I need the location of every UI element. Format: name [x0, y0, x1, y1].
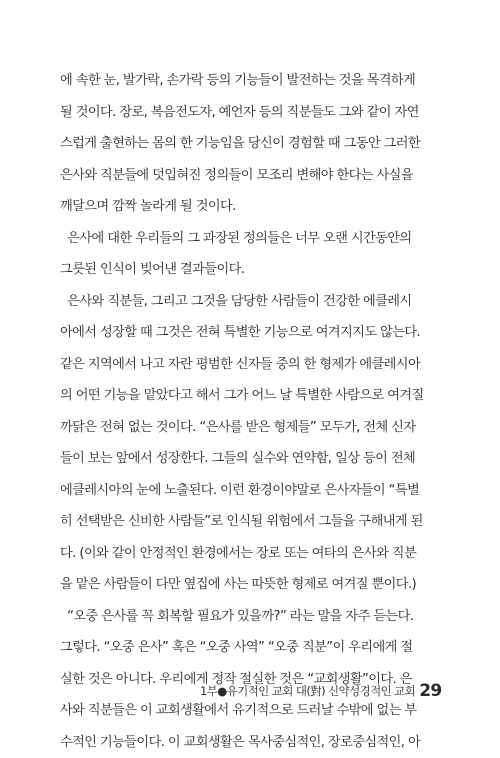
text-line: 그릇된 인식이 빚어낸 결과들이다.	[60, 254, 442, 286]
text-line: 은사와 직분들에 덧입혀진 정의들이 모조리 변해야 한다는 사실을	[60, 160, 442, 192]
text-line: 다. (이와 같이 안정적인 환경에서는 장로 또는 여타의 은사와 직분	[60, 538, 442, 570]
text-line: 에클레시아의 눈에 노출된다. 이런 환경이야말로 은사자들이 “특별	[60, 475, 442, 507]
text-line: 아에서 성장할 때 그것은 전혀 특별한 기능으로 여겨지지도 않는다.	[60, 317, 442, 349]
running-head: 1부●유기적인 교회 대(對) 신약성경적인 교회	[200, 684, 415, 698]
text-line: 의 어떤 기능을 맡았다고 해서 그가 어느 날 특별한 사람으로 여겨질	[60, 380, 442, 412]
text-line: “오중 은사를 꼭 회복할 필요가 있을까?” 라는 말을 자주 듣는다.	[60, 601, 442, 633]
text-line: 수적인 기능들이다. 이 교회생활은 목사중심적인, 장로중심적인, 아	[60, 727, 442, 758]
text-line: 은사에 대한 우리들의 그 과장된 정의들은 너무 오랜 시간동안의	[60, 223, 442, 255]
text-line: 사와 직분들은 이 교회생활에서 유기적으로 드러날 수밖에 없는 부	[60, 695, 442, 727]
page-footer	[200, 680, 442, 702]
text-line: 들이 보는 앞에서 성장한다. 그들의 실수와 연약함, 일상 등이 전체	[60, 443, 442, 475]
text-line: 실한 것은 아니다. 우리에게 정작 절실한 것은 “교회생활”이다. 은	[60, 664, 442, 696]
text-line: 을 맡은 사람들이 다만 옆집에 사는 따뜻한 형제로 여겨질 뿐이다.)	[60, 569, 442, 601]
text-line: 까닭은 전혀 없는 것이다. “은사를 받은 형제들” 모두가, 전체 신자	[60, 412, 442, 444]
text-line: 에 속한 눈, 발가락, 손가락 등의 기능들이 발전하는 것을 목격하게	[60, 65, 442, 97]
body-text	[60, 65, 442, 758]
text-line: 깨달으며 깜짝 놀라게 될 것이다.	[60, 191, 442, 223]
text-line: 될 것이다. 장로, 복음전도자, 예언자 등의 직분들도 그와 같이 자연	[60, 97, 442, 129]
text-line: 같은 지역에서 나고 자란 평범한 신자들 중의 한 형제가 에클레시아	[60, 349, 442, 381]
text-line: 은사와 직분들, 그리고 그것을 담당한 사람들이 건강한 에클레시	[60, 286, 442, 318]
text-line: 그렇다. “오중 은사” 혹은 “오중 사역” “오중 직분”이 우리에게 절	[60, 632, 442, 664]
page-number: 29	[419, 681, 441, 701]
text-line: 히 선택받은 신비한 사람들”로 인식될 위험에서 그들을 구해내게 된	[60, 506, 442, 538]
text-line: 스럽게 출현하는 몸의 한 기능임을 당신이 경험할 때 그동안 그러한	[60, 128, 442, 160]
